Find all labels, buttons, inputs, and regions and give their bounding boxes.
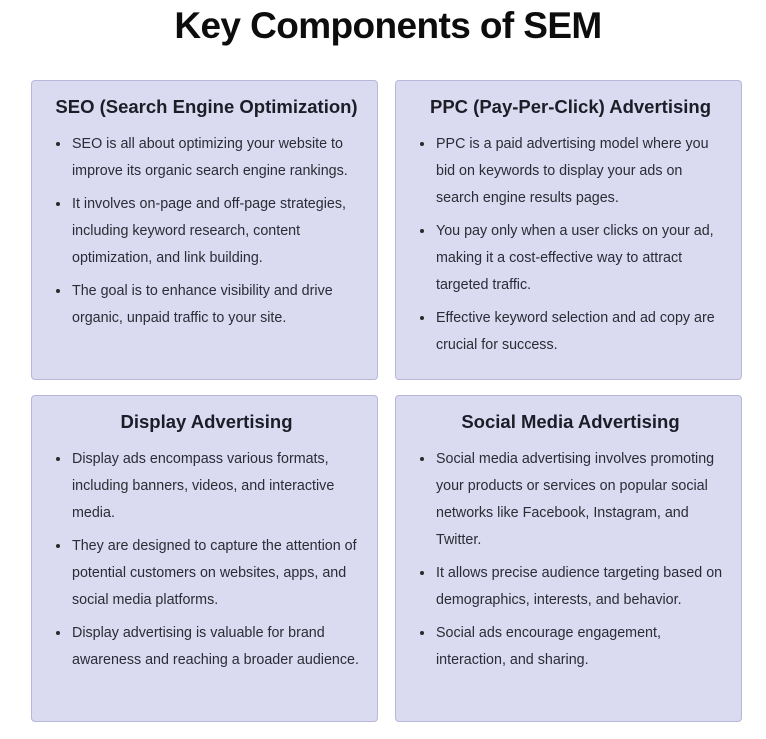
- bullet-list: [412, 131, 729, 359]
- bullet-list: [48, 446, 365, 674]
- list-item: • Social ads encourage engagement, interaction, and sharing.: [435, 620, 729, 674]
- page-title: Key Components of SEM: [174, 5, 602, 46]
- card-ppc: [395, 80, 742, 380]
- card-display-advertising: [31, 395, 378, 722]
- list-item: • It allows precise audience targeting based on demographics, interests, and behavior.: [435, 560, 729, 614]
- list-item: • Effective keyword selection and ad copy are crucial for success.: [435, 305, 729, 359]
- list-item: • It involves on-page and off-page strategies, including keyword research, content optimization, and link building.: [71, 191, 365, 272]
- list-item: • They are designed to capture the attention of potential customers on websites, apps, and social media platforms.: [71, 533, 365, 614]
- list-item: • Social media advertising involves promoting your products or services on popular social networks like Facebook, Instagram, and Twitter.: [435, 446, 729, 554]
- card-title: PPC (Pay-Per-Click) Advertising: [429, 96, 711, 117]
- list-item: • SEO is all about optimizing your website to improve its organic search engine rankings.: [71, 131, 365, 185]
- card-seo: [31, 80, 378, 380]
- card-title: SEO (Search Engine Optimization): [55, 96, 358, 117]
- list-item: • PPC is a paid advertising model where you bid on keywords to display your ads on search engine results pages.: [435, 131, 729, 212]
- list-item: • Display ads encompass various formats, including banners, videos, and interactive media.: [71, 446, 365, 527]
- bullet-list: [412, 446, 729, 674]
- list-item: • Display advertising is valuable for brand awareness and reaching a broader audience.: [71, 620, 365, 674]
- list-item: • The goal is to enhance visibility and drive organic, unpaid traffic to your site.: [71, 278, 365, 332]
- bullet-list: [48, 131, 365, 332]
- list-item: • You pay only when a user clicks on your ad, making it a cost-effective way to attract targeted traffic.: [435, 218, 729, 299]
- card-title: Social Media Advertising: [461, 411, 680, 432]
- card-title: Display Advertising: [120, 411, 293, 432]
- card-social-media-advertising: [395, 395, 742, 722]
